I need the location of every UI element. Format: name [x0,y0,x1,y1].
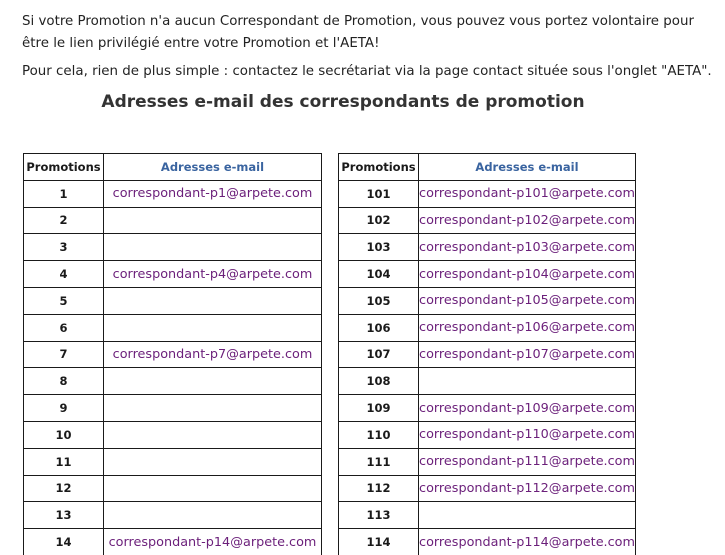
promotion-number: 105 [339,287,419,314]
table-row [24,421,322,448]
table-row [24,368,322,395]
promotion-number: 101 [339,180,419,207]
table-row [24,180,322,207]
promotion-number: 102 [339,207,419,234]
email-cell-empty [104,314,322,341]
table-row [339,234,636,261]
email-cell-empty [104,448,322,475]
table-row [339,475,636,502]
promotion-number: 4 [24,261,104,288]
promotion-number: 2 [24,207,104,234]
email-link[interactable]: correspondant-p104@arpete.com [419,261,636,288]
table-row [24,475,322,502]
email-link[interactable]: correspondant-p106@arpete.com [419,314,636,341]
table-row [339,261,636,288]
promotions-table-left [23,153,322,555]
promotion-number: 110 [339,421,419,448]
promotion-number: 13 [24,502,104,529]
email-link[interactable]: correspondant-p105@arpete.com [419,287,636,314]
page-heading: Adresses e-mail des correspondants de promotion [101,92,585,112]
email-cell-empty [104,502,322,529]
intro-paragraph-contact: Pour cela, rien de plus simple : contactez le secrétariat via la page contact située sous l'onglet "AETA". [22,64,712,79]
email-cell-empty [104,287,322,314]
table-row [339,287,636,314]
email-link[interactable]: correspondant-p101@arpete.com [419,180,636,207]
column-header-promotions: Promotions [339,154,419,181]
email-link[interactable]: correspondant-p4@arpete.com [104,261,322,288]
table-header-row [339,154,636,181]
email-link[interactable]: correspondant-p1@arpete.com [104,180,322,207]
email-link[interactable]: correspondant-p7@arpete.com [104,341,322,368]
table-row [24,314,322,341]
email-cell-empty [419,368,636,395]
email-link[interactable]: correspondant-p114@arpete.com [419,529,636,555]
email-link[interactable]: correspondant-p14@arpete.com [104,529,322,555]
email-cell-empty [104,395,322,422]
table-header-row [24,154,322,181]
table-row [339,421,636,448]
table-row [339,368,636,395]
table-row [339,341,636,368]
email-link[interactable]: correspondant-p110@arpete.com [419,421,636,448]
table-row [24,448,322,475]
table-row [24,502,322,529]
promotion-number: 112 [339,475,419,502]
promotion-number: 7 [24,341,104,368]
promotion-number: 14 [24,529,104,555]
email-link[interactable]: correspondant-p102@arpete.com [419,207,636,234]
table-row [339,395,636,422]
email-link[interactable]: correspondant-p112@arpete.com [419,475,636,502]
table-row [339,314,636,341]
promotion-number: 109 [339,395,419,422]
email-cell-empty [104,421,322,448]
column-header-emails: Adresses e-mail [419,154,636,181]
promotion-number: 11 [24,448,104,475]
email-cell-empty [104,207,322,234]
promotion-number: 108 [339,368,419,395]
promotion-number: 12 [24,475,104,502]
promotion-number: 9 [24,395,104,422]
promotion-number: 103 [339,234,419,261]
table-row [339,529,636,555]
email-cell-empty [104,368,322,395]
email-cell-empty [419,502,636,529]
email-link[interactable]: correspondant-p103@arpete.com [419,234,636,261]
email-link[interactable]: correspondant-p107@arpete.com [419,341,636,368]
table-row [24,261,322,288]
promotion-number: 5 [24,287,104,314]
promotion-number: 1 [24,180,104,207]
promotions-table-right [338,153,636,555]
table-row [24,234,322,261]
promotion-number: 113 [339,502,419,529]
email-link[interactable]: correspondant-p109@arpete.com [419,395,636,422]
table-row [339,180,636,207]
promotion-number: 106 [339,314,419,341]
table-row [339,502,636,529]
table-row [24,341,322,368]
email-cell-empty [104,234,322,261]
email-cell-empty [104,475,322,502]
table-row [24,287,322,314]
promotion-number: 114 [339,529,419,555]
promotion-number: 8 [24,368,104,395]
promotion-number: 107 [339,341,419,368]
table-row [339,448,636,475]
table-row [24,207,322,234]
promotion-number: 3 [24,234,104,261]
promotion-number: 10 [24,421,104,448]
promotion-number: 104 [339,261,419,288]
table-row [339,207,636,234]
table-row [24,395,322,422]
email-link[interactable]: correspondant-p111@arpete.com [419,448,636,475]
column-header-promotions: Promotions [24,154,104,181]
table-row [24,529,322,555]
column-header-emails: Adresses e-mail [104,154,322,181]
promotion-number: 6 [24,314,104,341]
promotion-number: 111 [339,448,419,475]
intro-paragraph-volunteer: Si votre Promotion n'a aucun Correspondant de Promotion, vous pouvez vous portez volontaire pour être le lien privilégié entre votre Promotion et l'AETA! [22,14,694,51]
